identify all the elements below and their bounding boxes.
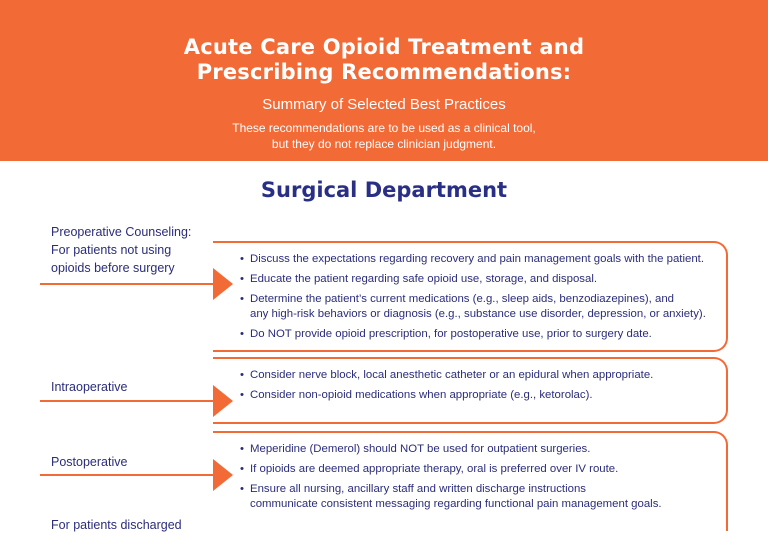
header-banner	[0, 0, 768, 161]
preoperative-label-line-1: Preoperative Counseling:	[51, 225, 192, 239]
preoperative-list	[240, 252, 716, 342]
document-subtitle: Summary of Selected Best Practices	[262, 96, 506, 113]
preoperative-label-line-3: opioids before surgery	[51, 261, 175, 275]
department-title: Surgical Department	[260, 178, 508, 202]
disclaimer-note	[0, 120, 768, 152]
disclaimer-line-1: These recommendations are to be used as a clinical tool,	[232, 121, 536, 135]
intraoperative-connector-line	[40, 400, 215, 402]
postoperative-item-3: • Ensure all nursing, ancillary staff and written discharge instructions	[240, 482, 716, 497]
intraoperative-list	[240, 368, 716, 403]
postoperative-list	[240, 442, 716, 512]
preoperative-box	[213, 241, 728, 352]
intraoperative-item-2: • Consider non-opioid medications when appropriate (e.g., ketorolac).	[240, 388, 716, 403]
preoperative-label-line-2: For patients not using	[51, 243, 172, 257]
intraoperative-box	[213, 357, 728, 424]
preoperative-item-3-continued-text: any high-risk behaviors or diagnosis (e.g., substance use disorder, depression, or anxiety).	[250, 308, 706, 320]
postoperative-item-1: • Meperidine (Demerol) should NOT be used for outpatient surgeries.	[240, 442, 716, 457]
intraoperative-item-1: • Consider nerve block, local anesthetic catheter or an epidural when appropriate.	[240, 368, 716, 383]
preoperative-item-1: • Discuss the expectations regarding recovery and pain management goals with the patient.	[240, 252, 716, 267]
postoperative-item-3-continued-text: communicate consistent messaging regarding functional pain management goals.	[250, 498, 662, 510]
title-line-2: Prescribing Recommendations:	[196, 60, 572, 84]
preoperative-connector-line	[40, 283, 215, 285]
document-title	[0, 35, 768, 85]
postoperative-label: Postoperative	[51, 455, 128, 469]
postoperative-item-2: • If opioids are deemed appropriate therapy, oral is preferred over IV route.	[240, 462, 716, 477]
preoperative-item-3: • Determine the patient’s current medications (e.g., sleep aids, benzodiazepines), and	[240, 292, 716, 307]
disclaimer-line-2: but they do not replace clinician judgment.	[271, 137, 497, 151]
preoperative-item-3-continued	[240, 307, 716, 322]
preoperative-label	[51, 224, 191, 276]
preoperative-item-2: • Educate the patient regarding safe opioid use, storage, and disposal.	[240, 272, 716, 287]
intraoperative-label: Intraoperative	[51, 380, 128, 394]
postoperative-item-3-continued	[240, 497, 716, 512]
preoperative-item-4: • Do NOT provide opioid prescription, for postoperative use, prior to surgery date.	[240, 327, 716, 342]
postoperative-box	[213, 431, 728, 531]
title-line-1: Acute Care Opioid Treatment and	[183, 35, 585, 59]
discharge-label: For patients discharged	[51, 518, 182, 532]
postoperative-connector-line	[40, 474, 215, 476]
